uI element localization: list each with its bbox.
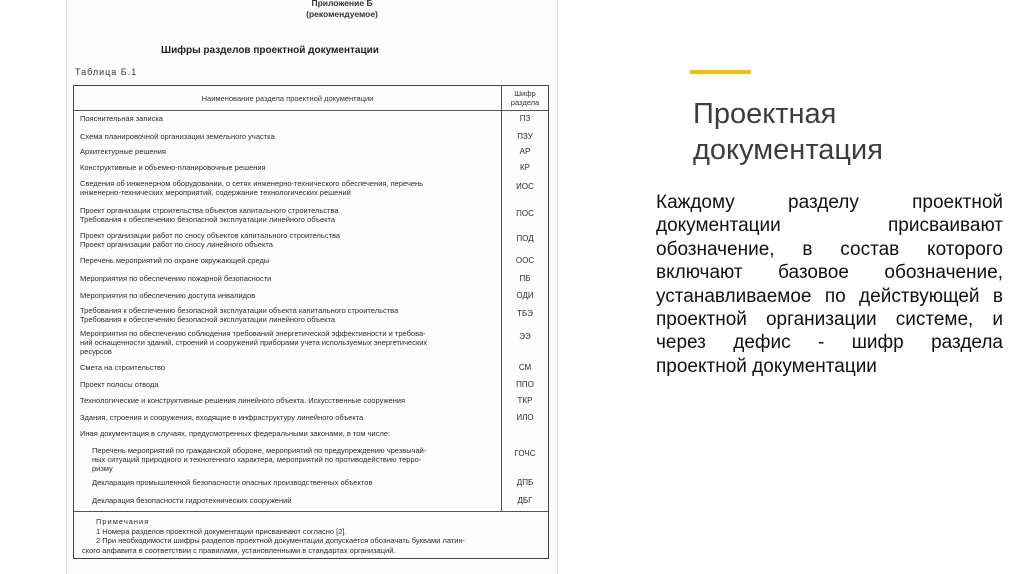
- row-line: Требования к обеспечению безопасной эксплуатации объекта капитального строительства: [80, 306, 399, 315]
- table-row-name: [80, 256, 269, 265]
- codes-table: [73, 85, 549, 559]
- header-divider: [74, 110, 548, 111]
- notes-title: Примечания: [96, 517, 150, 526]
- row-line: Перечень мероприятий по гражданской обороне, мероприятий по предупреждению чрезвычай-: [92, 446, 427, 455]
- slide-body-text: Каждому разделу проектной документации присваивают обозначение, в состав которого включают базовое обозначение, устанавливаемое по действующей в проектной организации системе, и через дефис - шифр раздела проектной документации: [656, 192, 1003, 377]
- header-name: Наименование раздела проектной документации: [201, 94, 374, 103]
- row-line: Схема планировочной организации земельного участка: [80, 132, 275, 141]
- table-label: Таблица Б.1: [75, 67, 138, 77]
- notes-divider: [74, 511, 548, 512]
- row-line: Требования к обеспечению безопасной эксплуатации линейного объекта: [80, 315, 336, 324]
- table-row-code: ППО: [516, 380, 534, 389]
- table-row-code: ДБГ: [517, 496, 533, 505]
- table-row-name: [92, 446, 426, 473]
- appendix-heading: [257, 0, 427, 20]
- table-row-code: ОДИ: [516, 291, 534, 300]
- row-line: ресурсов: [80, 347, 112, 356]
- row-line: Иная документация в случаях, предусмотренных федеральными законами, в том числе:: [80, 429, 391, 438]
- table-row-name: [80, 413, 363, 422]
- accent-bar: [690, 70, 751, 74]
- table-row-name: [80, 274, 271, 283]
- table-row-code: ПЗ: [519, 114, 531, 123]
- heading-line2: документация: [693, 134, 883, 166]
- note-2-line1: 2 При необходимости шифры разделов проектной документации допускается обозначать буквами латин-: [96, 536, 466, 545]
- slide-heading: [693, 96, 883, 168]
- table-row-code: ПОС: [516, 209, 534, 218]
- table-row-code: ООС: [515, 256, 535, 265]
- row-line: Декларация промышленной безопасности опасных производственных объектов: [92, 478, 373, 487]
- table-row-code: ПОД: [516, 234, 534, 243]
- table-row-name: [80, 306, 398, 324]
- table-row-code: ЭЭ: [519, 332, 531, 341]
- document-title: Шифры разделов проектной документации: [161, 45, 379, 56]
- table-row-code: ГОЧС: [514, 449, 536, 458]
- table-row-name: [80, 363, 165, 372]
- row-line: Технологические и конструктивные решения линейного объекта. Искусственные сооружения: [80, 396, 406, 405]
- row-line: инженерно-технических мероприятий, содержание технологических решений: [80, 188, 351, 197]
- row-line: Декларация безопасности гидротехнических сооружений: [92, 496, 292, 505]
- table-row-code: ИОС: [516, 182, 534, 191]
- table-row-code: ТБЭ: [517, 309, 533, 318]
- table-row-name: [80, 163, 266, 172]
- row-line: Проект организации работ по сносу линейного объекта: [80, 240, 273, 249]
- row-line: Здания, строения и сооружения, входящие в инфраструктуру линейного объекта: [80, 413, 364, 422]
- row-line: Проект полосы отвода: [80, 380, 159, 389]
- row-line: ний оснащенности зданий, строений и сооружений приборами учета используемых энергетических: [80, 338, 428, 347]
- note-1: 1 Номера разделов проектной документации присваивают согласно [2].: [96, 526, 347, 536]
- row-line: ных ситуаций природного и техногенного характера, мероприятий по противодействию терро-: [92, 455, 422, 464]
- header-code-line1: Шифр: [514, 89, 536, 98]
- row-line: Мероприятия по обеспечению доступа инвалидов: [80, 291, 256, 300]
- table-row-name: [80, 231, 340, 249]
- row-line: Проект организации работ по сносу объектов капитального строительства: [80, 231, 341, 240]
- table-row-name: [92, 496, 292, 505]
- row-line: Архитектурные решения: [80, 147, 166, 156]
- row-line: Пояснительная записка: [80, 114, 163, 123]
- table-row-name: [92, 478, 372, 487]
- note-2-line2: ского алфавита в соответствии с правилами, установленными в стандартах организаций.: [82, 545, 396, 555]
- row-line: Смета на строительство: [80, 363, 166, 372]
- row-line: Конструктивные и объемно-планировочные решения: [80, 163, 266, 172]
- table-row-code: КР: [520, 163, 530, 172]
- table-row-name: [80, 206, 339, 224]
- header-code-line2: раздела: [510, 98, 540, 107]
- table-row-name: [80, 114, 163, 123]
- row-line: Перечень мероприятий по охране окружающей среды: [80, 256, 270, 265]
- table-row-name: [80, 132, 275, 141]
- appendix-note: (рекомендуемое): [306, 9, 378, 19]
- table-row-code: ПЗУ: [517, 132, 533, 141]
- row-line: Проект организации строительства объектов капитального строительства: [80, 206, 339, 215]
- table-notes: [82, 517, 465, 555]
- table-row-code: ПБ: [519, 274, 531, 283]
- table-row-name: [80, 380, 159, 389]
- table-row-name: [80, 291, 255, 300]
- table-row-code: ТКР: [517, 396, 533, 405]
- table-row-name: [80, 147, 166, 156]
- table-row-code: АР: [519, 147, 531, 156]
- header-code: [502, 89, 548, 107]
- table-row-name: [80, 429, 390, 438]
- row-line: Требования к обеспечению безопасной эксплуатации линейного объекта: [80, 215, 336, 224]
- table-row-name: [80, 396, 405, 405]
- heading-line1: Проектная: [693, 98, 837, 130]
- table-row-name: [80, 329, 427, 356]
- row-line: Мероприятия по обеспечению пожарной безопасности: [80, 274, 272, 283]
- table-row-code: СМ: [518, 363, 532, 372]
- row-line: Мероприятия по обеспечению соблюдения требований энергетической эффективности и требова-: [80, 329, 426, 338]
- row-line: Сведения об инженерном оборудовании, о сетях инженерно-технического обеспечения, перечень: [80, 179, 424, 188]
- table-row-name: [80, 179, 423, 197]
- row-line: ризму: [92, 464, 113, 473]
- table-row-code: ДПБ: [516, 478, 534, 487]
- appendix-title: Приложение Б: [311, 0, 373, 8]
- table-row-code: ИЛО: [516, 413, 534, 422]
